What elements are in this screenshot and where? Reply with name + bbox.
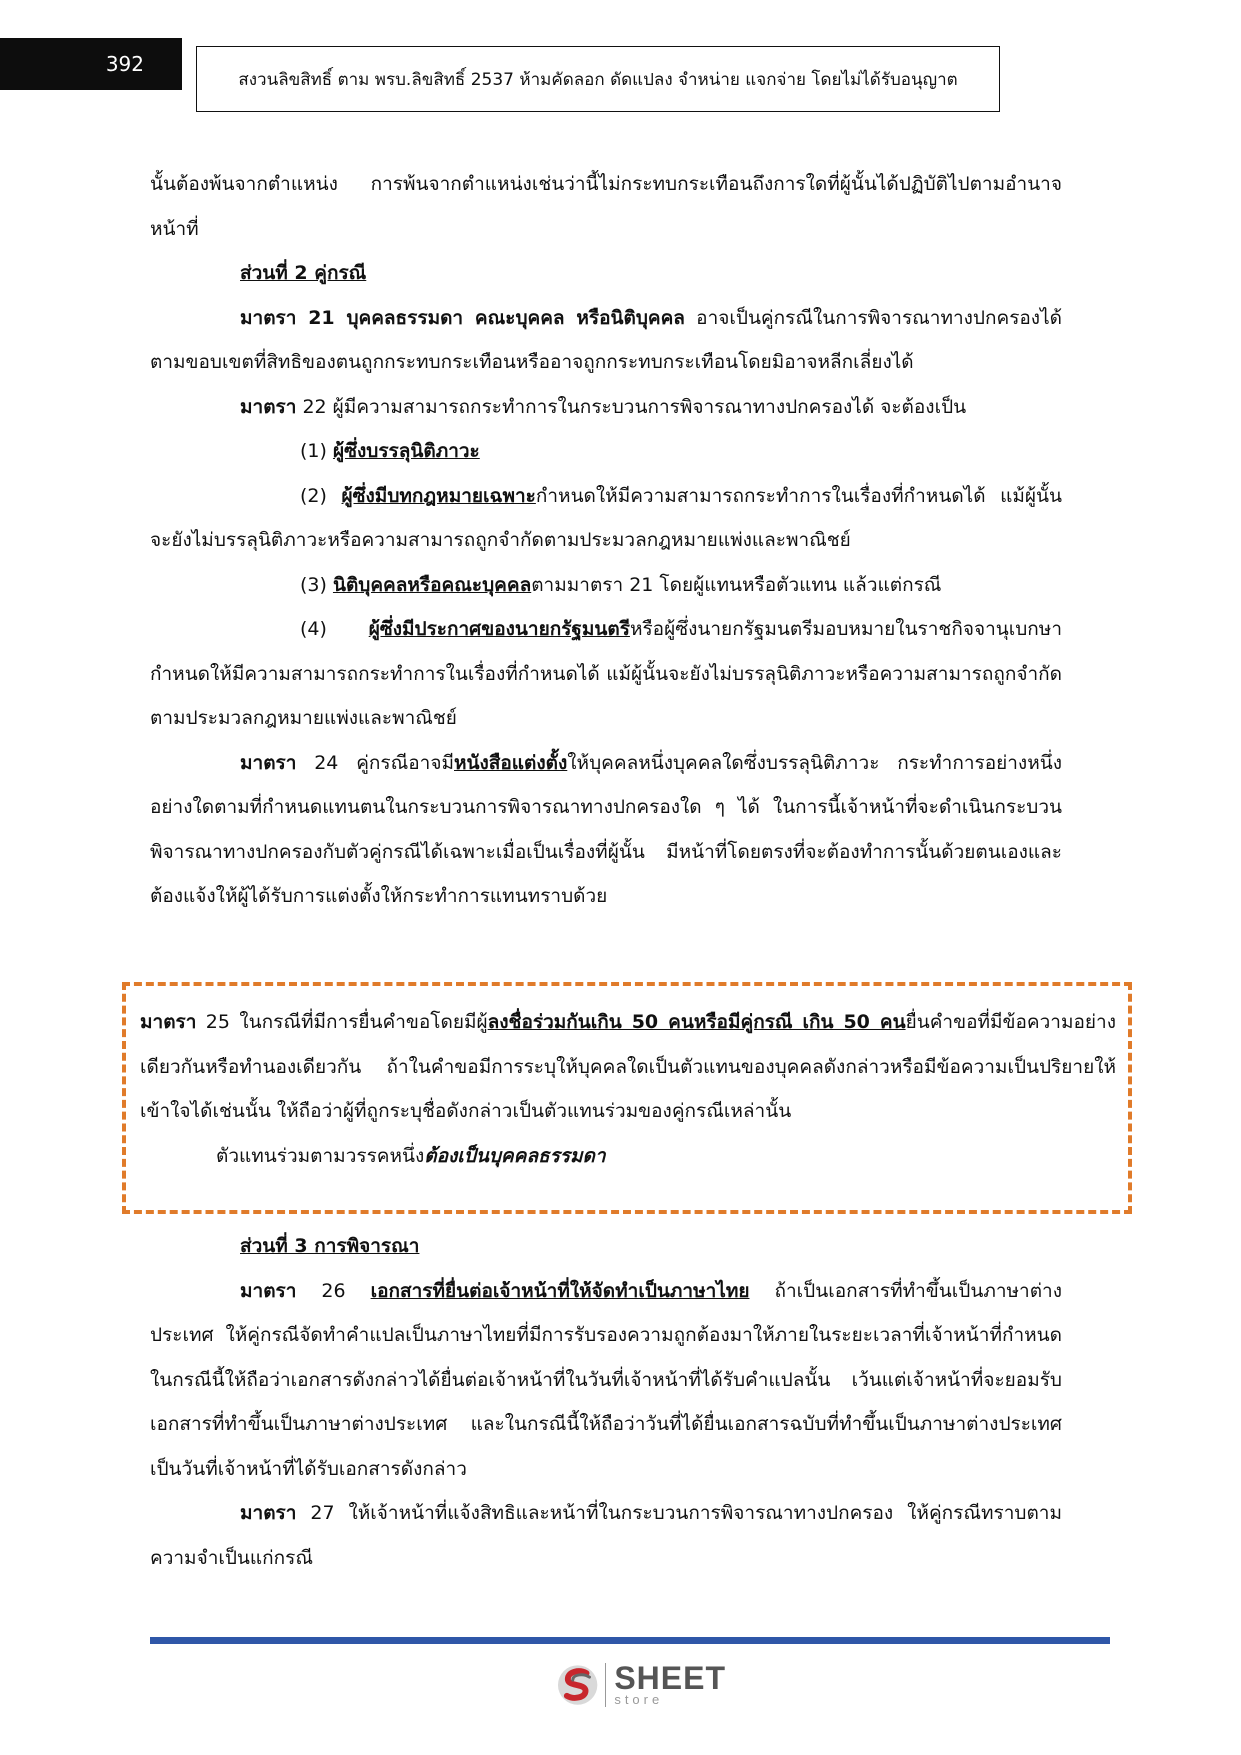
- section-3-heading: ส่วนที่ 3 การพิจารณา: [240, 1235, 420, 1257]
- section-22-item-3: (3) นิติบุคคลหรือคณะบุคคลตามมาตรา 21 โดยผู้แทนหรือตัวแทน แล้วแต่กรณี: [300, 573, 942, 596]
- copyright-header: [196, 46, 1000, 112]
- logo-main-text: SHEET: [614, 1660, 726, 1696]
- section-25: มาตรา 25 ในกรณีที่มีการยื่นคำขอโดยมีผู้ลงชื่อร่วมกันเกิน 50 คนหรือมีคู่กรณี เกิน 50 คนยื่นคำขอที่มีข้อความอย่างเดียวกันหรือทำนองเดียวกัน ถ้าในคำขอมีการระบุให้บุคคลใดเป็นตัวแทนของบุคคลดังกล่าวหรือมีข้อความเป็นปริยายให้เข้าใจได้เช่นนั้น ให้ถือว่าผู้ที่ถูกระบุชื่อดังกล่าวเป็นตัวแทนร่วมของคู่กรณีเหล่านั้น: [140, 1011, 1116, 1122]
- paragraph-continuation: นั้นต้องพ้นจากตำแหน่ง การพ้นจากตำแหน่งเช่นว่านี้ไม่กระทบกระเทือนถึงการใดที่ผู้นั้นได้ปฏิบัติไปตามอำนาจหน้าที่: [150, 173, 1062, 240]
- section-22: มาตรา 22 ผู้มีความสามารถกระทำการในกระบวนการพิจารณาทางปกครองได้ จะต้องเป็น: [240, 395, 967, 418]
- section-24: มาตรา 24 คู่กรณีอาจมีหนังสือแต่งตั้งให้บุคคลหนึ่งบุคคลใดซึ่งบรรลุนิติภาวะ กระทำการอย่างหนึ่งอย่างใดตามที่กำหนดแทนตนในกระบวนการพิจารณาทางปกครองใด ๆ ได้ ในการนี้เจ้าหน้าที่จะดำเนินกระบวนพิจารณาทางปกครองกับตัวคู่กรณีได้เฉพาะเมื่อเป็นเรื่องที่ผู้นั้น มีหน้าที่โดยตรงที่จะต้องทำการนั้นด้วยตนเองและต้องแจ้งให้ผู้ได้รับการแต่งตั้งให้กระทำการแทนทราบด้วย: [150, 751, 1062, 907]
- section-26: มาตรา 26 เอกสารที่ยื่นต่อเจ้าหน้าที่ให้จัดทำเป็นภาษาไทย ถ้าเป็นเอกสารที่ทำขึ้นเป็นภาษาต่างประเทศ ให้คู่กรณีจัดทำคำแปลเป็นภาษาไทยที่มีการรับรองความถูกต้องมาให้ภายในระยะเวลาที่เจ้าหน้าที่กำหนด ในกรณีนี้ให้ถือว่าเอกสารดังกล่าวได้ยื่นต่อเจ้าหน้าที่ในวันที่เจ้าหน้าที่ได้รับคำแปลนั้น เว้นแต่เจ้าหน้าที่จะยอมรับเอกสารที่ทำขึ้นเป็นภาษาต่างประเทศ และในกรณีนี้ให้ถือว่าวันที่ได้ยื่นเอกสารฉบับที่ทำขึ้นเป็นภาษาต่างประเทศเป็นวันที่เจ้าหน้าที่ได้รับเอกสารดังกล่าว: [150, 1279, 1062, 1480]
- sheet-store-s-logo-icon: [556, 1661, 599, 1709]
- footer-rule: [150, 1637, 1110, 1644]
- section-21: [150, 296, 1062, 385]
- section-22-item-1: (1) ผู้ซึ่งบรรลุนิติภาวะ: [300, 440, 480, 462]
- logo-wordmark: [605, 1660, 726, 1707]
- page-number-text: 392: [105, 52, 144, 76]
- copyright-text: สงวนลิขสิทธิ์ ตาม พรบ.ลิขสิทธิ์ 2537 ห้ามคัดลอก ดัดแปลง จำหน่าย แจกจ่าย โดยไม่ได้รับอนุญาต: [238, 69, 958, 90]
- page-number: [0, 38, 182, 90]
- section-25-paragraph-2: ตัวแทนร่วมตามวรรคหนึ่งต้องเป็นบุคคลธรรมดา: [216, 1144, 606, 1167]
- section-2-heading: ส่วนที่ 2 คู่กรณี: [240, 262, 367, 284]
- section-22-item-4: (4) ผู้ซึ่งมีประกาศของนายกรัฐมนตรีหรือผู้ซึ่งนายกรัฐมนตรีมอบหมายในราชกิจจานุเบกษากำหนดให้มีความสามารถกระทำการในเรื่องที่กำหนดได้ แม้ผู้นั้นจะยังไม่บรรลุนิติภาวะหรือความสามารถถูกจำกัดตามประมวลกฎหมายแพ่งและพาณิชย: [150, 618, 1062, 729]
- logo-sub-text: store: [614, 1692, 664, 1707]
- section-21-text: อาจเป็นคู่กรณีในการพิจารณาทางปกครองได้ตามขอบเขตที่สิทธิของตนถูกกระทบกระเทือนหรืออาจถูกกระทบกระเทือนโดยมิอาจหลีกเลี่ยงได้: [150, 306, 1062, 373]
- section-22-item-2: (2) ผู้ซึ่งมีบทกฎหมายเฉพาะกำหนดให้มีความสามารถกระทำการในเรื่องที่กำหนดได้ แม้ผู้นั้นจะยังไม่บรรลุนิติภาวะหรือความสามารถถูกจำกัดตามประมวลกฎหมายแพ่งและพาณิชย์: [150, 484, 1063, 551]
- highlight-box-section-25: [122, 982, 1132, 1214]
- document-body-continued: [150, 1224, 1062, 1580]
- sheet-store-logo: [556, 1658, 726, 1712]
- section-27: มาตรา 27 ให้เจ้าหน้าที่แจ้งสิทธิและหน้าที่ในกระบวนการพิจารณาทางปกครอง ให้คู่กรณีทราบตามความจำเป็นแก่กรณี: [150, 1502, 1062, 1569]
- section-21-label: มาตรา 21 บุคคลธรรมดา คณะบุคคล หรือนิติบุคคล: [240, 306, 685, 329]
- document-body: [150, 162, 1062, 919]
